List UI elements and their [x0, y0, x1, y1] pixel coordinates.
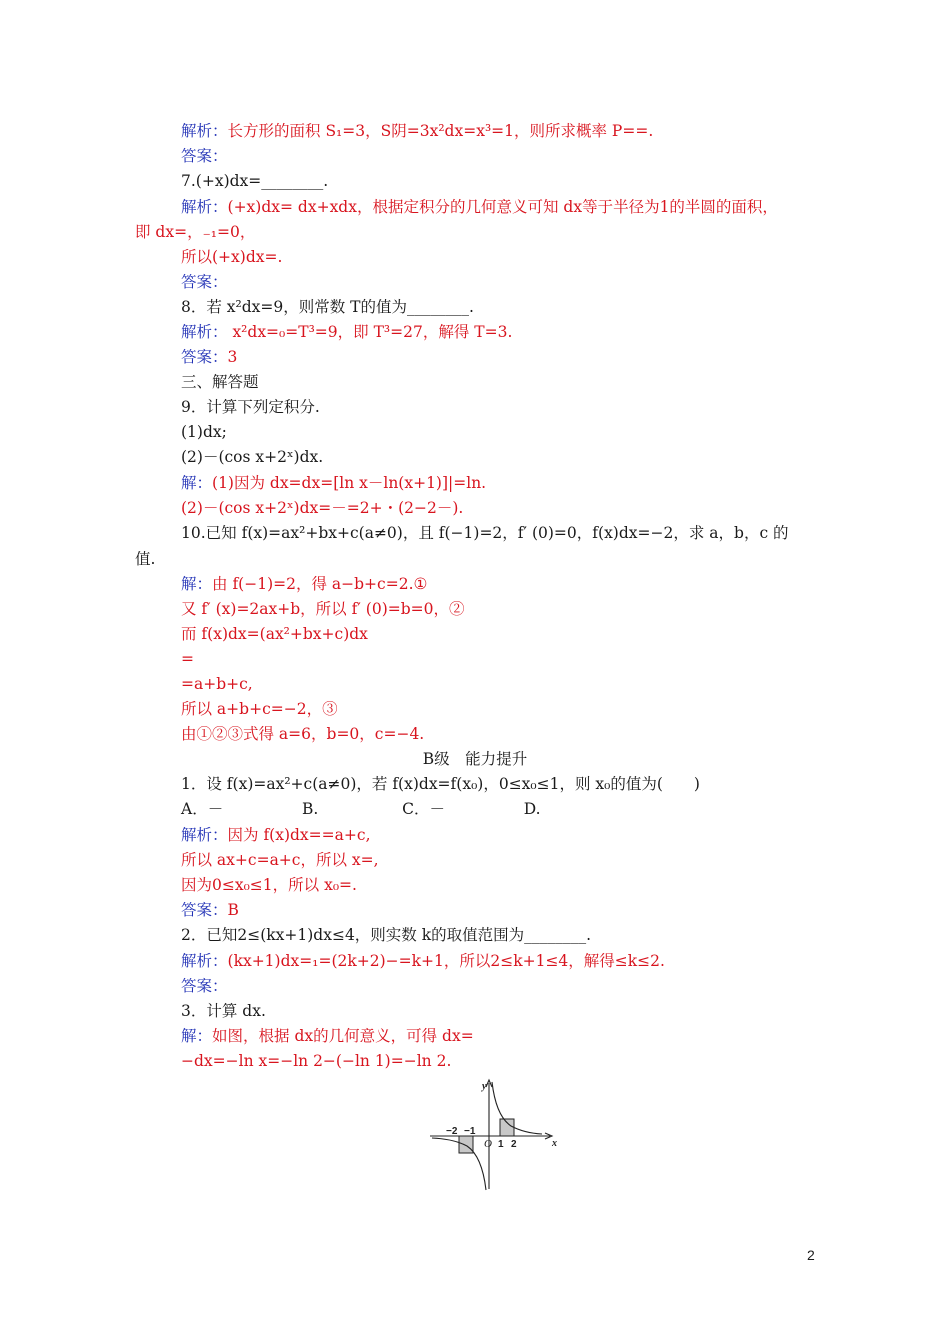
section-heading	[0, 748, 950, 770]
hyperbola-figure	[426, 1076, 566, 1196]
line-seg-a: (1)dx;	[181, 423, 227, 441]
line-seg-a: B级 能力提升	[422, 750, 528, 768]
line-seg-a: 解：	[181, 1027, 213, 1045]
line-seg-b: (1)因为 dx=dx=[ln x－ln(x+1)]|=ln.	[212, 474, 487, 492]
line-seg-b: 由 f(−1)=2，得 a−b+c=2.①	[212, 575, 428, 593]
text-line	[181, 598, 465, 620]
text-line	[181, 673, 253, 695]
line-seg-a: 由①②③式得 a=6，b=0，c=−4.	[181, 725, 425, 743]
text-line	[181, 522, 789, 544]
line-seg-a: 答案：	[181, 901, 228, 919]
line-seg-a: 即 dx=，₋₁=0，	[135, 223, 256, 241]
line-seg-a: 9．计算下列定积分.	[181, 398, 320, 416]
line-seg-a: 所以(+x)dx=.	[181, 248, 283, 266]
text-line	[181, 623, 368, 645]
text-line	[181, 371, 259, 393]
line-seg-a: 三、解答题	[181, 373, 259, 391]
line-seg-a: 而 f(x)dx=(ax²+bx+c)dx	[181, 625, 368, 643]
line-seg-a: 解析：	[181, 323, 228, 341]
line-seg-a: 7.(+x)dx=________.	[181, 172, 329, 190]
text-line	[181, 874, 357, 896]
line-seg-b: (+x)dx= dx+xdx，根据定积分的几何意义可知 dx等于半径为1的半圆的面积，	[227, 198, 778, 216]
line-seg-a: −dx=−ln x=−ln 2−(−ln 1)=−ln 2.	[181, 1052, 452, 1070]
text-line	[181, 824, 371, 846]
tick-label-neg2: −2	[446, 1126, 458, 1137]
origin-label: O	[484, 1138, 492, 1150]
line-seg-a: 答案：	[181, 348, 228, 366]
tick-label-neg1: −1	[464, 1126, 476, 1137]
line-seg-b: (kx+1)dx=₁=(2k+2)−=k+1，所以2≤k+1≤4，解得≤k≤2.	[227, 952, 665, 970]
line-seg-b: 3	[227, 348, 238, 366]
line-seg-a: (2)－(cos x+2ˣ)dx.	[181, 448, 324, 466]
line-seg-a: 8．若 x²dx=9，则常数 T的值为________.	[181, 298, 474, 316]
text-line	[181, 170, 328, 192]
line-seg-a: 3．计算 dx.	[181, 1002, 266, 1020]
text-line	[181, 573, 427, 595]
line-seg-a: 所以 a+b+c=−2，③	[181, 700, 338, 718]
line-seg-a: 解析：	[181, 198, 228, 216]
tick-label-2: 2	[511, 1139, 517, 1150]
line-seg-a: 解析：	[181, 122, 228, 140]
text-line	[181, 472, 486, 494]
text-line	[135, 221, 255, 243]
line-seg-a: 解：	[181, 575, 213, 593]
text-line	[181, 497, 463, 519]
text-line	[181, 648, 194, 670]
line-seg-a: 所以 ax+c=a+c，所以 x=,	[181, 851, 379, 869]
text-line	[181, 798, 541, 820]
text-line	[181, 1025, 474, 1047]
text-line	[181, 446, 323, 468]
shaded-region-left	[459, 1136, 473, 1153]
text-line	[181, 773, 700, 795]
line-seg-a: 答案：	[181, 147, 228, 165]
line-seg-a: 2．已知2≤(kx+1)dx≤4，则实数 k的取值范围为________.	[181, 926, 592, 944]
text-line	[135, 548, 155, 570]
text-line	[181, 899, 239, 921]
text-line	[181, 849, 379, 871]
line-seg-a: 10.已知 f(x)=ax²+bx+c(a≠0)，且 f(−1)=2，f′ (0)=0，f(x)dx=−2，求 a，b，c 的	[181, 524, 789, 542]
text-line	[181, 924, 591, 946]
line-seg-a: =	[181, 650, 194, 668]
text-line	[181, 296, 474, 318]
text-line	[181, 723, 424, 745]
line-seg-b: 长方形的面积 S₁=3，S阴=3x²dx=x³=1，则所求概率 P==.	[227, 122, 654, 140]
text-line	[181, 698, 338, 720]
line-seg-a: 答案：	[181, 273, 228, 291]
text-line	[181, 196, 778, 218]
line-seg-a: 解析：	[181, 826, 228, 844]
line-seg-a: (2)－(cos x+2ˣ)dx=－=2+・(2−2－).	[181, 499, 464, 517]
text-line	[181, 246, 282, 268]
text-line	[181, 421, 227, 443]
line-seg-a: A．－ B. C．－ D.	[181, 800, 541, 818]
line-seg-a: 解：	[181, 474, 213, 492]
text-line	[181, 120, 653, 142]
line-seg-a: 因为0≤x₀≤1，所以 x₀=.	[181, 876, 357, 894]
line-seg-b: x²dx=₀=T³=9，即 T³=27，解得 T=3.	[227, 323, 513, 341]
line-seg-a: 又 f′ (x)=2ax+b，所以 f′ (0)=b=0，②	[181, 600, 465, 618]
shaded-region-right	[500, 1119, 514, 1136]
line-seg-a: 答案：	[181, 977, 228, 995]
text-line	[181, 346, 237, 368]
tick-label-1: 1	[498, 1139, 504, 1150]
text-line	[181, 321, 512, 343]
text-line	[181, 396, 320, 418]
text-line	[181, 1050, 451, 1072]
y-axis-label: y	[482, 1081, 487, 1092]
x-axis-label: x	[552, 1138, 557, 1149]
text-line	[181, 950, 665, 972]
text-line	[181, 975, 228, 997]
line-seg-a: 解析：	[181, 952, 228, 970]
line-seg-a: =a+b+c,	[181, 675, 253, 693]
line-seg-b: B	[227, 901, 239, 919]
text-line	[181, 1000, 266, 1022]
text-line	[181, 145, 228, 167]
line-seg-b: 因为 f(x)dx==a+c,	[227, 826, 371, 844]
text-line	[181, 271, 228, 293]
line-seg-b: 如图，根据 dx的几何意义，可得 dx=	[212, 1027, 474, 1045]
line-seg-a: 1．设 f(x)=ax²+c(a≠0)，若 f(x)dx=f(x₀)，0≤x₀≤1，则 x₀的值为( )	[181, 775, 700, 793]
line-seg-a: 值.	[135, 550, 156, 568]
page-number: 2	[807, 1247, 815, 1263]
